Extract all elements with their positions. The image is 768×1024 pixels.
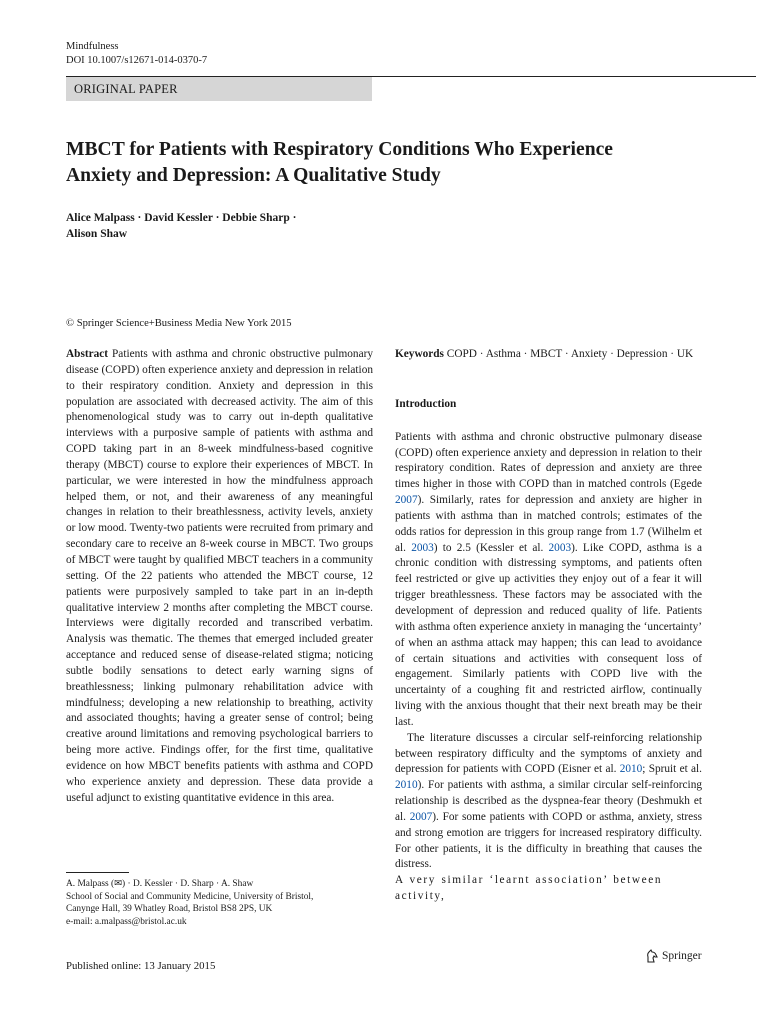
title-line-2: Anxiety and Depression: A Qualitative Study <box>66 165 441 186</box>
citation-link[interactable]: 2010 <box>619 763 643 776</box>
citation-link[interactable]: 2010 <box>395 779 418 792</box>
author-list <box>66 210 296 242</box>
keywords <box>395 347 702 363</box>
abstract-text: Patients with asthma and chronic obstructive pulmonary disease (COPD) often experience anxiety and depression in relation to their respiratory condition. Anxiety and depression in this population are associated with decreased activity. The aim of this phenomenological study was to carry out in-depth qualitative interviews with a purposive sample of patients with asthma and COPD taking part in an 8-week mindfulness-based cognitive therapy (MBCT) course to explore their experiences of MBCT. In particular, we were interested in how the mindfulness approach helped them, or not, and their awareness of any meaningful changes in relation to their breathlessness, activity levels, anxiety or low mood. Twenty-two patients were recruited from primary and secondary care to receive an 8-week course in MBCT. Two groups of MBCT were taught by qualified MBCT teachers in a community setting. Of the 22 patients who attended the MBCT course, 12 patients were purposively sampled to take part in an in-depth qualitative interview 2 months after completing the MBCT course. Interviews were digitally recorded and transcribed verbatim. Analysis was thematic. The themes that emerged included greater acceptance and reduced sense of disease-related stigma; noticing subtle bodily sensations to detect early warning signs of breathlessness; linking pulmonary rehabilitation advice with mindfulness; developing a new relationship to breathing, activity and associated thoughts; having a greater sense of control; being creative around limitations and removing psychological barriers to being more active. Findings offer, for the first time, qualitative evidence on how MBCT benefits patients with asthma and COPD who experience anxiety and depression. These data provide a useful adjunct to existing quantitative evidence in this area. <box>66 348 373 804</box>
affiliation-institution: School of Social and Community Medicine, University of Bristol, <box>66 891 314 902</box>
keywords-label: Keywords <box>395 348 444 360</box>
affiliation-email[interactable]: e-mail: a.malpass@bristol.ac.uk <box>66 916 187 927</box>
introduction-heading: Introduction <box>395 397 457 410</box>
author-affiliation <box>66 878 313 928</box>
doi[interactable]: DOI 10.1007/s12671-014-0370-7 <box>66 55 208 66</box>
keywords-text: COPD · Asthma · MBCT · Anxiety · Depression · UK <box>446 348 694 360</box>
affiliation-address: Canynge Hall, 39 Whatley Road, Bristol BS8 2PS, UK <box>66 904 273 915</box>
abstract-column <box>66 347 373 806</box>
citation-link[interactable]: 2003 <box>548 541 572 554</box>
footnote-rule <box>66 872 129 873</box>
authors-line-2: Alison Shaw <box>66 228 128 240</box>
article-title <box>66 137 706 189</box>
intro-paragraph-1: Patients with asthma and chronic obstructive pulmonary disease (COPD) often experience anxiety and depression in relation to their respiratory condition. Rates of depression and anxiety are three times higher in those with COPD than in matched controls (Egede 2007). Similarly, rates for depression and anxiety are higher in patients with asthma than in matched controls; estimates of the odds ratios for depression in this group range from 1.7 (Wilhelm et al. 2003) to 2.5 (Kessler et al. 2003). Like COPD, asthma is a chronic condition with distressing symptoms, and patients often feel restricted or give up activities they enjoy out of a fear it will trigger breathlessness. These factors may be associated with the development of depression and reduced quality of life. Patients with asthma often experience anxiety in managing the ‘uncertainty’ of when an asthma attack may happen; this can lead to avoidance of certain situations and activities with consequent loss of engagement. Similarly patients with COPD live with the uncertainty of a coughing fit and restricted airflow, continually living with the anxious thought that their next breath may be their last. <box>395 430 702 728</box>
publisher-logo <box>645 949 702 963</box>
right-column <box>395 347 702 905</box>
authors-line-1: Alice Malpass · David Kessler · Debbie Sharp · <box>66 212 297 224</box>
affiliation-authors: A. Malpass (✉) · D. Kessler · D. Sharp · A. Shaw <box>66 879 254 889</box>
journal-header <box>66 40 207 68</box>
springer-horse-icon <box>645 949 659 963</box>
abstract <box>66 347 373 806</box>
title-line-1: MBCT for Patients with Respiratory Conditions Who Experience <box>66 139 613 160</box>
article-type-label: ORIGINAL PAPER <box>74 82 178 96</box>
intro-paragraph-2-last-line: A very similar ‘learnt association’ between activity, <box>395 874 663 903</box>
citation-link[interactable]: 2003 <box>411 541 434 554</box>
abstract-label: Abstract <box>66 348 109 360</box>
citation-link[interactable]: 2007 <box>409 810 433 823</box>
citation-link[interactable]: 2007 <box>395 494 418 507</box>
article-type-badge <box>66 77 372 101</box>
journal-name: Mindfulness <box>66 41 119 52</box>
publisher-name: Springer <box>662 950 702 962</box>
intro-paragraph-2: The literature discusses a circular self-reinforcing relationship between respiratory difficulty and the symptoms of anxiety and depression for patients with COPD (Eisner et al. 2010; Spruit et al. 2010). For patients with asthma, a similar circular self-reinforcing relationship is described as the dyspnea-fear theory (Deshmukh et al. 2007). For some patients with COPD or asthma, anxiety, stress and strong emotion are triggers for increased respiratory difficulty. For other patients, it is the difficulty in breathing that causes the distress. <box>395 731 702 871</box>
copyright-notice: © Springer Science+Business Media New York 2015 <box>66 318 292 329</box>
published-date: Published online: 13 January 2015 <box>66 960 216 972</box>
